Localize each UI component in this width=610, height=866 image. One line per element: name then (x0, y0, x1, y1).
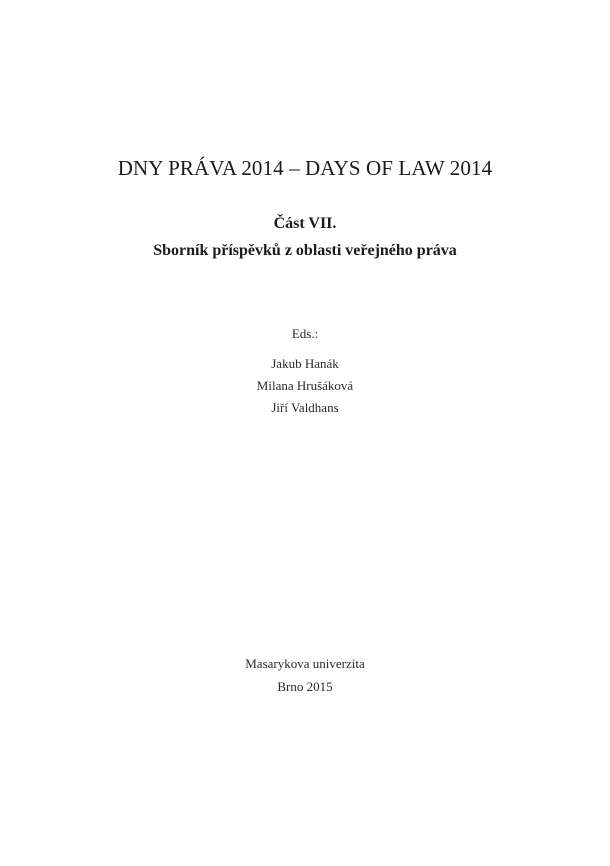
document-subtitle: Sborník příspěvků z oblasti veřejného práva (153, 242, 457, 259)
place-year: Brno 2015 (277, 679, 333, 694)
publisher: Masarykova univerzita (245, 656, 365, 671)
part-number: Část VII. (273, 215, 337, 232)
document-title: DNY PRÁVA 2014 – DAYS OF LAW 2014 (117, 156, 493, 180)
editor-name: Jakub Hanák (271, 356, 339, 371)
editor-name: Jiří Valdhans (271, 400, 339, 415)
editors-label: Eds.: (291, 326, 319, 341)
editor-name: Milana Hrušáková (256, 378, 354, 393)
